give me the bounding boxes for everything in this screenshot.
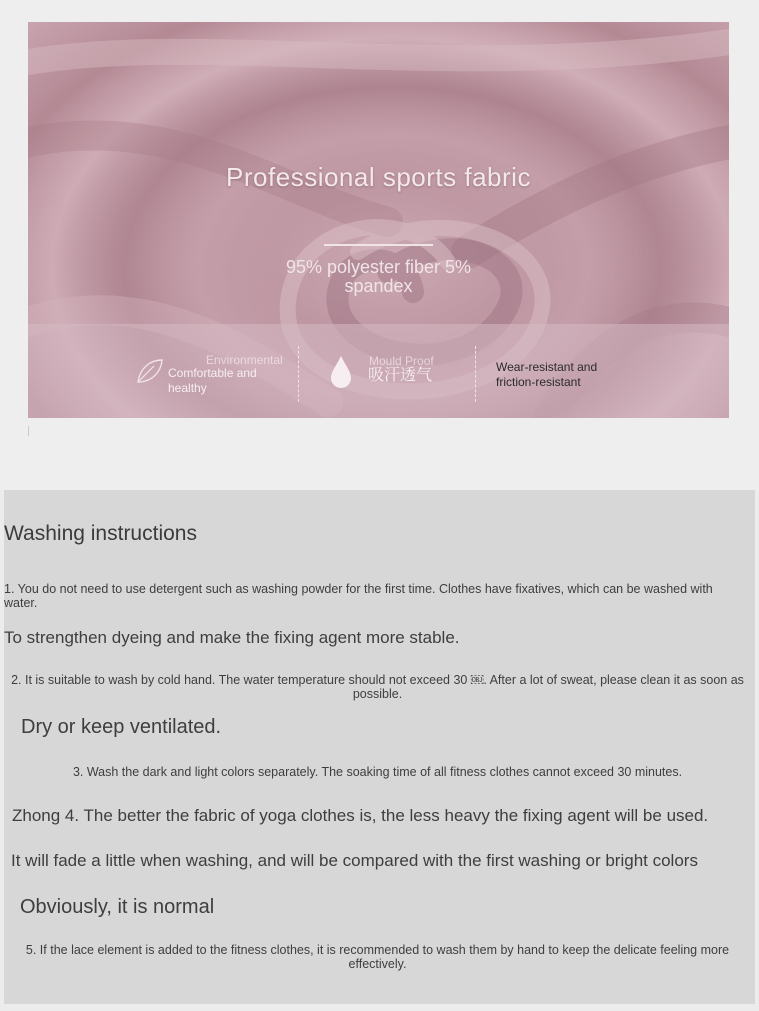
title-divider [324,244,433,246]
instruction-line: 5. If the lace element is added to the fitness clothes, it is recommended to wash them by hand to keep the delicate feeling more effectively. [25,943,730,971]
feature-2-ghost-label: Mould Proof [369,354,434,368]
instruction-line: 1. You do not need to use detergent such as washing powder for the first time. Clothes have fixatives, which can be washed with water. [4,582,713,610]
banner-subtitle: 95% polyester fiber 5% spandex [285,257,472,296]
instruction-line: 3. Wash the dark and light colors separately. The soaking time of all fitness clothes cannot exceed 30 minutes. [72,765,683,779]
instruction-line: 2. It is suitable to wash by cold hand. The water temperature should not exceed 30 ￼. After a lot of sweat, please clean it as soon as possible. [11,673,744,701]
banner-title: Professional sports fabric [226,162,531,192]
feature-divider [475,346,476,402]
product-banner-section [0,0,759,490]
feature-divider [298,346,299,402]
instruction-line: Dry or keep ventilated. [21,716,222,738]
instruction-line: Obviously, it is normal [20,896,215,918]
washing-title: Washing instructions [4,522,197,545]
feature-band [28,324,729,418]
instruction-line: It will fade a little when washing, and will be compared with the first washing or bright colors [11,851,698,870]
feature-3-label: Wear-resistant and friction-resistant [496,360,598,389]
feature-2-label: 吸汗透气 [368,367,433,384]
divider-tick [28,426,29,436]
feature-1-label: Comfortable and healthy [168,366,257,395]
instruction-line: Zhong 4. The better the fabric of yoga clothes is, the less heavy the fixing agent will be used. [12,806,709,825]
washing-instructions-section [4,490,755,1004]
instruction-line: To strengthen dyeing and make the fixing agent more stable. [4,628,460,647]
fabric-photo [28,22,729,418]
feature-1-ghost-label: Environmental [206,353,283,367]
